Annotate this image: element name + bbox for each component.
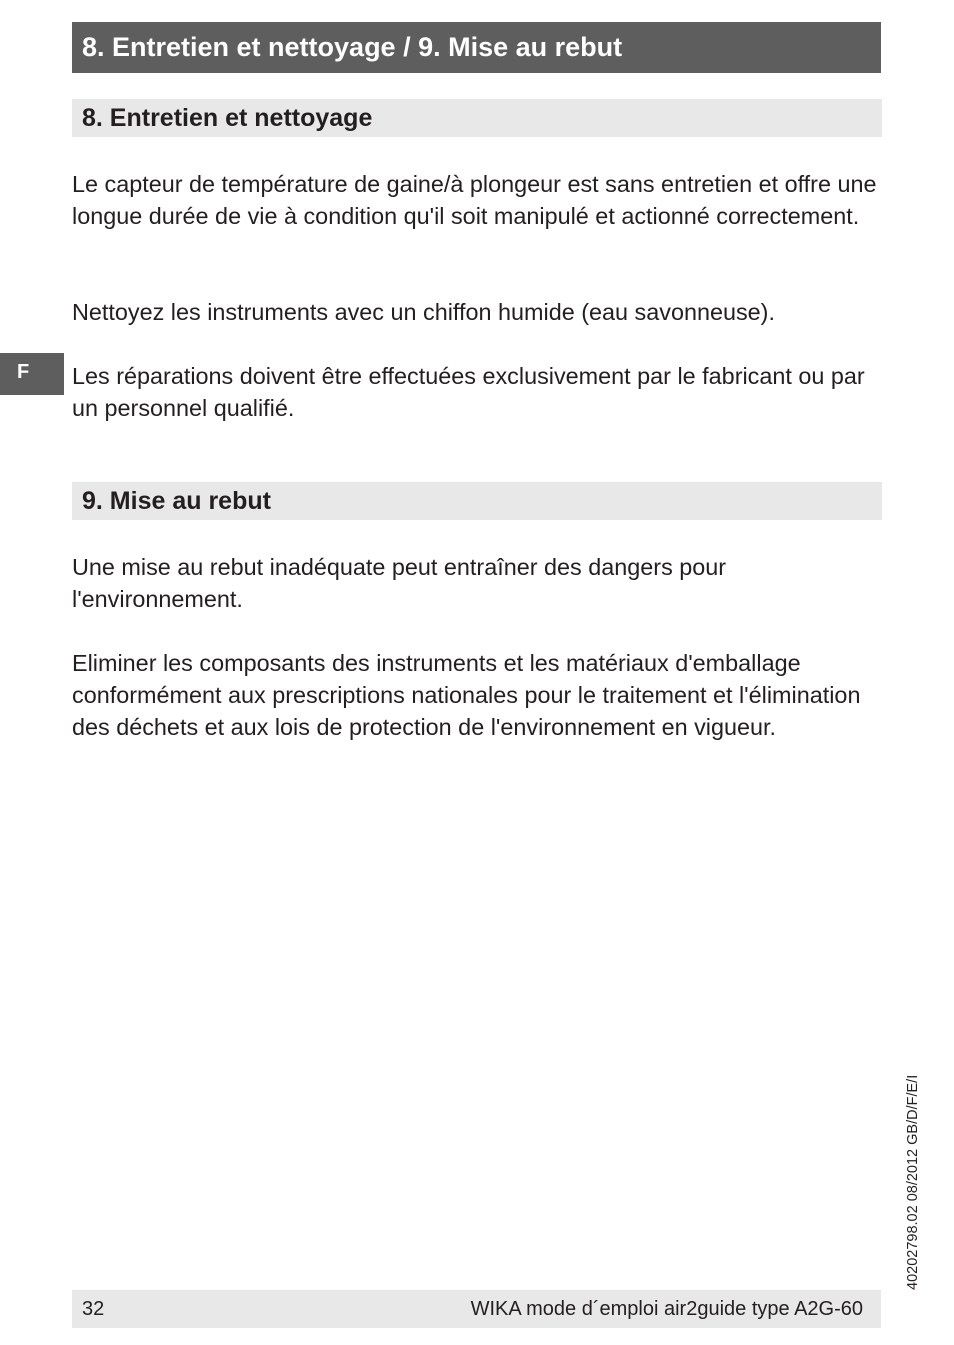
paragraph-repairs: Les réparations doivent être effectuées exclusivement par le fabricant ou par un personnel qualifié. — [72, 363, 865, 421]
language-tab-label: F — [17, 361, 30, 383]
language-tab — [0, 353, 64, 395]
paragraph-disposal-danger: Une mise au rebut inadéquate peut entraîner des dangers pour l'environnement. — [72, 554, 727, 612]
page-header — [72, 22, 881, 73]
footer-document-title: WIKA mode d´emploi air2guide type A2G-60 — [470, 1297, 863, 1320]
document-reference: 40202798.02 08/2012 GB/D/F/E/I — [905, 1074, 921, 1290]
paragraph-disposal-instructions: Eliminer les composants des instruments et les matériaux d'emballage conformément aux prescriptions nationales pour le traitement et l'élimination des déchets et aux lois de protection de l'environnement en vigueur. — [72, 650, 861, 740]
section-heading-label: 9. Mise au rebut — [82, 487, 271, 515]
section-heading-disposal — [72, 482, 882, 520]
paragraph-maintenance-free: Le capteur de température de gaine/à plongeur est sans entretien et offre une longue durée de vie à condition qu'il soit manipulé et actionné correctement. — [72, 171, 877, 229]
page-footer — [72, 1290, 881, 1328]
section-heading-maintenance — [72, 99, 882, 137]
page-header-title: 8. Entretien et nettoyage / 9. Mise au rebut — [82, 32, 623, 62]
section-heading-label: 8. Entretien et nettoyage — [82, 104, 373, 132]
paragraph-cleaning: Nettoyez les instruments avec un chiffon humide (eau savonneuse). — [72, 299, 775, 325]
page-number: 32 — [82, 1297, 105, 1320]
